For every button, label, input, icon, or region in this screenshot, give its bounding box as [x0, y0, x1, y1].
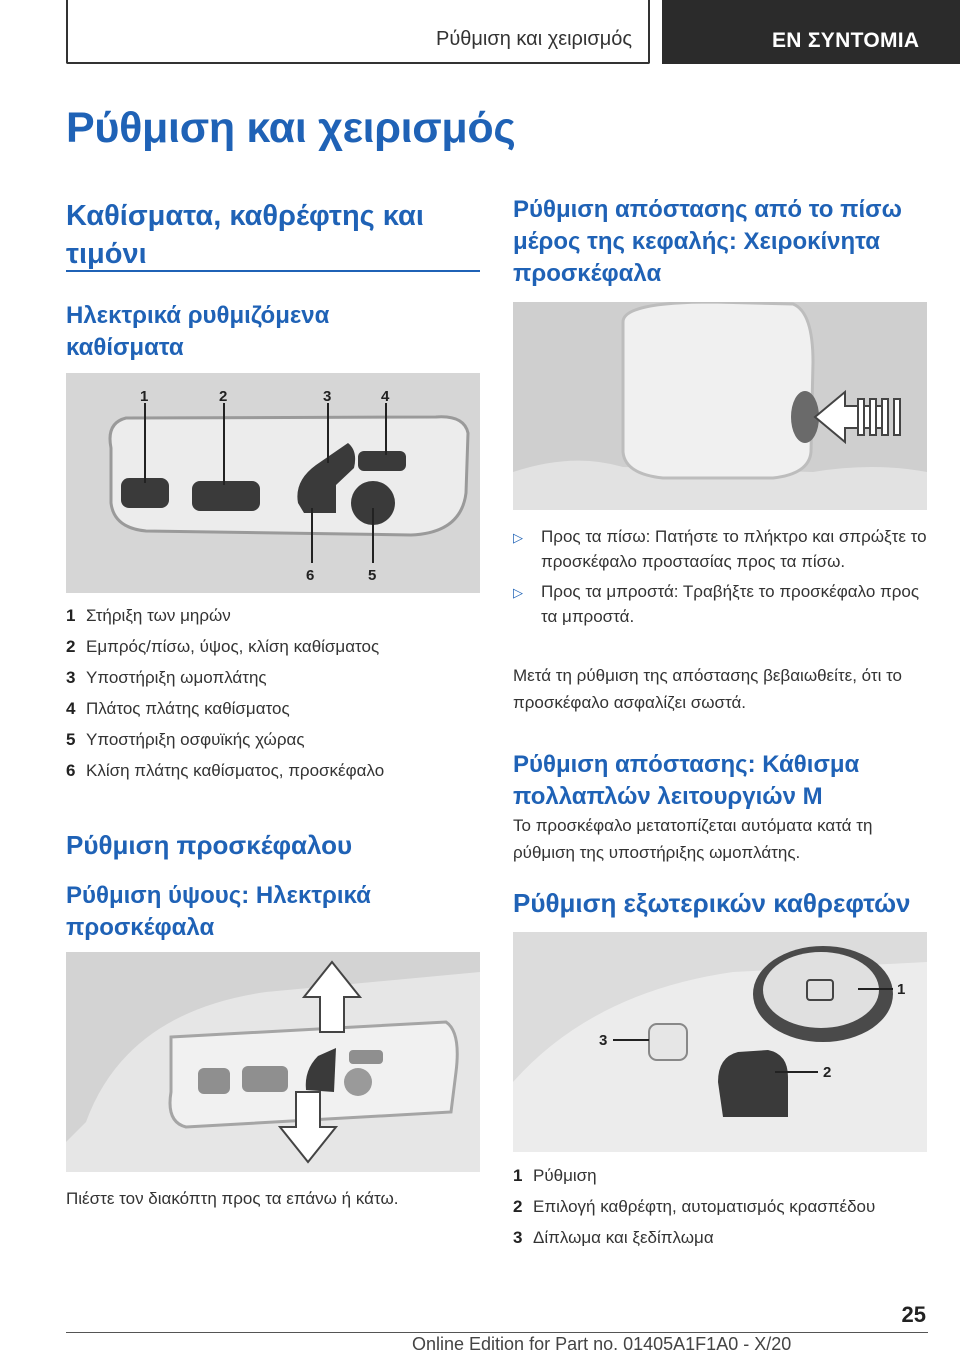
heading-exterior-mirrors: Ρύθμιση εξωτερικών καθρεφτών	[513, 888, 911, 918]
list-item: ▷ Προς τα πίσω: Πατήστε το πλήκτρο και σπρώξτε το προσκέφαλο προστασίας προς τα πίσω.	[513, 524, 927, 574]
list-item: ▷ Προς τα μπροστά: Τραβήξτε το προσκέφαλο προς τα μπροστά.	[513, 579, 927, 629]
triangle-bullet-icon: ▷	[513, 585, 523, 600]
heading-electric-seats: Ηλεκτρικά ρυθμιζόμενα καθίσματα	[66, 302, 330, 361]
heading-height-electric: Ρύθμιση ύψους: Ηλεκτρικά προσκέφαλα	[66, 882, 371, 941]
list-item: 4 Πλάτος πλάτης καθίσματος	[66, 699, 290, 718]
list-item: 3 Δίπλωμα και ξεδίπλωμα	[513, 1228, 714, 1247]
heading-seats-mirror-wheel: Καθίσματα, καθρέφτης και τιμόνι	[66, 200, 424, 270]
page-number: 25	[901, 1302, 926, 1327]
heading-headrest-adjust: Ρύθμιση προσκέφαλου	[66, 830, 353, 860]
footer-edition: Online Edition for Part no. 01405A1F1A0 - X/20	[412, 1334, 792, 1354]
header-section-box	[66, 0, 650, 64]
headrest-height-caption: Πιέστε τον διακόπτη προς τα επάνω ή κάτω.	[66, 1189, 399, 1208]
figure-headrest-height	[66, 952, 480, 1172]
seat-controls-illustration	[66, 373, 480, 593]
mirror-label-2: 2	[823, 1064, 832, 1081]
list-item: 6 Κλίση πλάτης καθίσματος, προσκέφαλο	[66, 761, 385, 780]
seat-label-1: 1	[140, 388, 149, 405]
footer-rule	[66, 1332, 928, 1333]
figure-mirror-controls	[513, 932, 927, 1152]
seat-label-3: 3	[323, 388, 332, 405]
seat-label-5: 5	[368, 567, 377, 584]
mirror-label-1: 1	[897, 981, 906, 998]
multifunction-text: Το προσκέφαλο μετατοπίζεται αυτόματα κατά τη ρύθμιση της υποστήριξης ωμοπλάτης.	[513, 816, 873, 862]
headrest-distance-illustration	[513, 302, 927, 510]
seat-label-6: 6	[306, 567, 315, 584]
heading-distance-manual: Ρύθμιση απόστασης από το πίσω μέρος της κεφαλής: Χειροκίνητα προσκέφαλα	[513, 196, 902, 287]
page-title: Ρύθμιση και χειρισμός	[66, 104, 516, 152]
mirror-label-3: 3	[599, 1032, 608, 1049]
figure-headrest-distance	[513, 302, 927, 510]
list-item: 2 Επιλογή καθρέφτη, αυτοματισμός κρασπέδου	[513, 1197, 876, 1216]
list-item: 1 Στήριξη των μηρών	[66, 606, 231, 625]
headrest-height-illustration	[66, 952, 480, 1172]
mirror-controls-legend	[513, 1166, 927, 1259]
list-item: 3 Υποστήριξη ωμοπλάτης	[66, 668, 267, 687]
header-chapter-tab[interactable]: ΕΝ ΣΥΝΤΟΜΙΑ	[662, 0, 960, 64]
mirror-controls-illustration	[513, 932, 927, 1152]
list-item: 1 Ρύθμιση	[513, 1166, 597, 1185]
header-section-title: Ρύθμιση και χειρισμός	[435, 28, 632, 50]
figure-seat-controls	[66, 373, 480, 593]
distance-steps	[513, 524, 927, 634]
seat-controls-legend	[66, 606, 480, 792]
seat-label-2: 2	[219, 388, 228, 405]
distance-after-text: Μετά τη ρύθμιση της απόστασης βεβαιωθείτε, ότι το προσκέφαλο ασφαλίζει σωστά.	[513, 666, 902, 712]
heading-distance-multifunction: Ρύθμιση απόστασης: Κάθισμα πολλαπλών λειτουργιών M	[513, 751, 860, 810]
triangle-bullet-icon: ▷	[513, 530, 523, 545]
list-item: 2 Εμπρός/πίσω, ύψος, κλίση καθίσματος	[66, 637, 380, 656]
list-item: 5 Υποστήριξη οσφυϊκής χώρας	[66, 730, 305, 749]
heading-underline	[66, 270, 480, 272]
seat-label-4: 4	[381, 388, 390, 405]
